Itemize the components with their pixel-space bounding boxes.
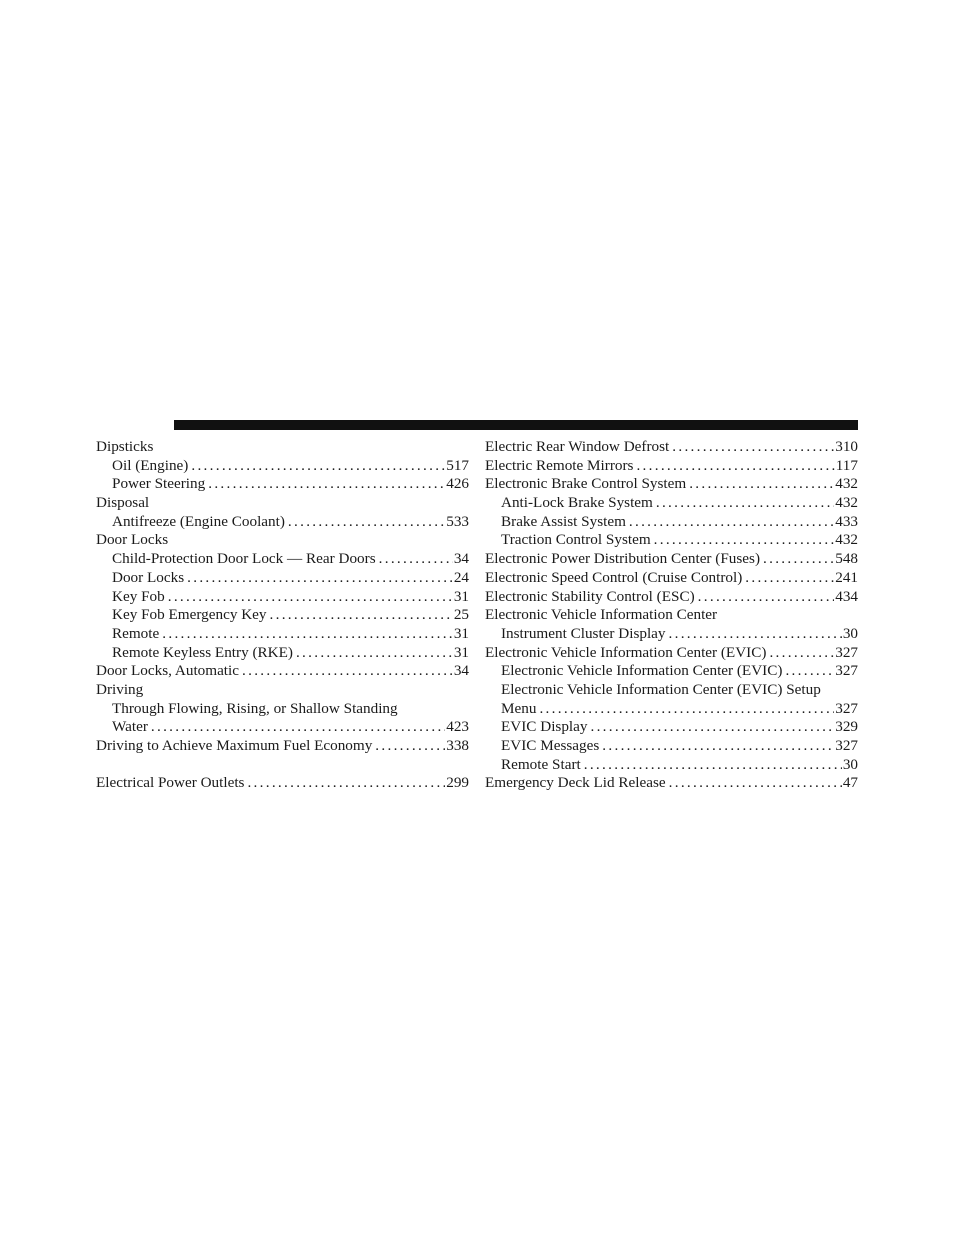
index-term: Electric Remote Mirrors [485,456,634,474]
page-number: 31 [453,643,469,661]
index-subentry-key-fob-emergency-key [96,606,469,625]
page-number: 327 [835,643,858,661]
index-term: Power Steering [112,475,206,493]
dot-leader [669,774,842,793]
page-number: 548 [835,550,858,568]
page-number: 241 [835,568,858,586]
dot-leader [151,718,445,737]
page-number: 433 [835,512,858,530]
index-spacer [96,756,469,775]
index-entry-electric-rear-window-defrost [485,438,858,457]
page-number: 31 [453,624,469,642]
page-number: 117 [835,456,858,474]
dot-leader [270,606,453,625]
dot-leader [763,550,834,569]
page-number: 310 [835,438,858,455]
index-term: Electronic Brake Control System [485,475,687,493]
index-subentry-evic-display [485,718,858,737]
index-entry-emergency-deck-lid-release [485,774,858,793]
index-entry-door-locks [96,531,469,550]
index-term: Driving [96,680,144,698]
index-subentry-door-locks [96,569,469,588]
index-subentry-evic-messages [485,737,858,756]
index-entry-door-locks-automatic [96,662,469,681]
page-number: 34 [453,662,469,680]
dot-leader [769,644,834,663]
page-number: 423 [446,718,469,736]
page-number: 327 [835,699,858,717]
index-subentry-anti-lock-brake-system [485,494,858,513]
index-term: Oil (Engine) [112,456,189,474]
index-entry-electronic-power-distribution-center-fuses [485,550,858,569]
index-term: Dipsticks [96,438,154,455]
dot-leader [162,625,453,644]
index-subentry-water [96,718,469,737]
dot-leader [539,700,834,719]
dot-leader [629,513,834,532]
index-column-right [485,438,858,793]
index-entry-dipsticks [96,438,469,457]
index-term: Brake Assist System [501,512,626,530]
dot-leader [584,756,842,775]
index-entry-electronic-vehicle-information-center-evic [485,644,858,663]
index-term: Child-Protection Door Lock — Rear Doors [112,550,376,568]
index-term: EVIC Messages [501,737,600,754]
index-term: Emergency Deck Lid Release [485,774,666,792]
page-number: 338 [446,737,469,754]
dot-leader [698,588,835,607]
page-number: 299 [446,774,469,792]
dot-leader [296,644,453,663]
page-number: 30 [842,624,858,642]
index-term: Instrument Cluster Display [501,624,666,642]
index-subentry-instrument-cluster-display [485,625,858,644]
index-term: Door Locks [96,531,169,549]
index-subentry-electronic-vehicle-information-center-evic [485,662,858,681]
dot-leader [602,737,834,756]
header-rule-bar [174,420,858,430]
index-subentry-remote-keyless-entry-rke [96,644,469,663]
index-term: Water [112,718,148,736]
index-subentry-key-fob [96,588,469,607]
dot-leader [208,475,445,494]
index-entry-driving [96,681,469,700]
dot-leader [379,550,453,569]
dot-leader [654,531,835,550]
index-subentry-through-flowing-rising-or-shallow-standing [96,700,469,719]
index-subentry-oil-engine [96,457,469,476]
dot-leader [168,588,453,607]
index-term: Key Fob Emergency Key [112,606,267,624]
index-entry-electronic-speed-control-cruise-control [485,569,858,588]
index-term: Remote [112,624,160,642]
dot-leader [187,569,453,588]
index-subentry-antifreeze-engine-coolant [96,513,469,532]
dot-leader [745,569,834,588]
index-term: Menu [501,699,537,717]
page-number: 24 [453,568,469,586]
index-subentry-child-protection-door-lock-rear-doors [96,550,469,569]
page-number: 30 [842,755,858,773]
index-subentry-electronic-vehicle-information-center-evic-setup [485,681,858,700]
index-entry-electric-remote-mirrors [485,457,858,476]
index-subentry-traction-control-system [485,531,858,550]
dot-leader [191,457,445,476]
dot-leader [689,475,834,494]
index-term: Anti-Lock Brake System [501,494,653,512]
dot-leader [636,457,834,476]
index-term: Electronic Vehicle Information Center [485,606,718,624]
index-subentry-power-steering [96,475,469,494]
dot-leader [375,737,445,756]
page-number: 34 [453,550,469,568]
page-number: 327 [835,737,858,754]
index-entry-electronic-vehicle-information-center [485,606,858,625]
dot-leader [242,662,453,681]
index-entry-electronic-brake-control-system [485,475,858,494]
dot-leader [669,625,842,644]
page-number: 329 [835,718,858,736]
index-term: Traction Control System [501,531,651,549]
index-term: Electronic Vehicle Information Center (EVIC) Setup [501,680,821,698]
index-entry-electronic-stability-control-esc [485,588,858,607]
page-number: 432 [835,531,858,549]
index-term: Electronic Vehicle Information Center (EVIC) [501,662,783,680]
index-term: Electric Rear Window Defrost [485,438,670,455]
page-number: 432 [835,475,858,493]
index-term: Through Flowing, Rising, or Shallow Standing [112,699,398,717]
index-term: Electronic Speed Control (Cruise Control) [485,568,743,586]
index-term: Electronic Stability Control (ESC) [485,587,695,605]
index-subentry-remote [96,625,469,644]
page-number: 327 [835,662,858,680]
dot-leader [590,718,834,737]
index-term: Door Locks, Automatic [96,662,239,680]
page-number: 432 [835,494,858,512]
page-number: 533 [446,512,469,530]
dot-leader [785,662,834,681]
index-term: Key Fob [112,587,165,605]
index-term: Remote Start [501,755,581,773]
index-column-left [96,438,469,793]
index-term: Electronic Vehicle Information Center (EVIC) [485,643,767,661]
page-number: 517 [446,456,469,474]
index-entry-electrical-power-outlets [96,774,469,793]
index-term: Driving to Achieve Maximum Fuel Economy [96,737,373,754]
page-number: 31 [453,587,469,605]
dot-leader [672,438,834,457]
index-term: EVIC Display [501,718,588,736]
index-entry-driving-to-achieve-maximum-fuel-economy [96,737,469,756]
index-term: Remote Keyless Entry (RKE) [112,643,293,661]
page-number: 434 [835,587,858,605]
index-term: Antifreeze (Engine Coolant) [112,512,285,530]
index-term: Disposal [96,494,150,512]
index-subentry-menu [485,700,858,719]
index-term: Door Locks [112,568,185,586]
index-term: Electrical Power Outlets [96,774,245,792]
page-number: 25 [453,606,469,624]
dot-leader [247,774,445,793]
page-number: 426 [446,475,469,493]
index-term: Electronic Power Distribution Center (Fuses) [485,550,761,568]
dot-leader [656,494,834,513]
dot-leader [288,513,445,532]
index-entry-disposal [96,494,469,513]
index-subentry-brake-assist-system [485,513,858,532]
index-subentry-remote-start [485,756,858,775]
page-number: 47 [842,774,858,792]
